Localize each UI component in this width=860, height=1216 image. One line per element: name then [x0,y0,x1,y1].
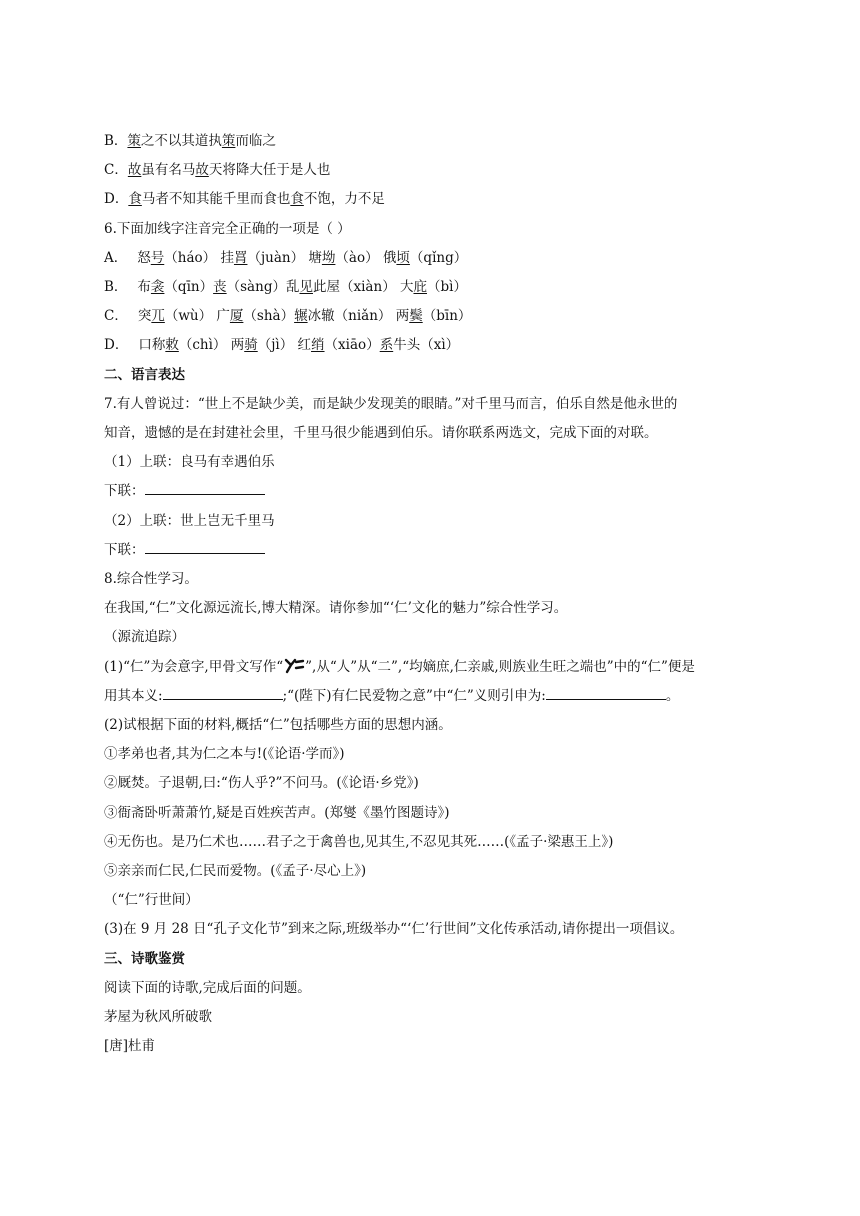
q6-stem: 6.下面加线字注音完全正确的一项是（ ） [104,220,351,237]
q5-option-c: C．故虽有名马故天将降大任于是人也 [104,162,331,179]
q6-option-b: B． 布衾（qīn）丧（sàng）乱见此屋（xiàn） 大庇（bì） [104,279,467,296]
section-2-title: 二、语言表达 [104,366,185,383]
q6-option-a: A． 怒号（háo） 挂罥（juàn） 塘坳（ào） 俄顷（qǐng） [104,249,468,266]
document-page [104,127,784,1062]
material-3: ③衙斋卧听萧萧竹,疑是百姓疾苦声。(郑燮《墨竹图题诗》) [104,804,450,821]
underlined-char: 见 [299,279,313,296]
couplet-1-answer-blank[interactable] [145,480,265,495]
q6-option-c: C． 突兀（wù） 广厦（shà）辗冰辙（niǎn） 两鬓（bīn） [104,308,472,325]
q7-line-1: 7.有人曾说过：“世上不是缺少美，而是缺少发现美的眼睛。”对千里马而言，伯乐自然是他永世的 [104,395,678,412]
q5-option-b: B．策之不以其道执策而临之 [104,133,276,149]
underlined-char: 绡 [311,337,325,354]
q6-option-b-text: 布衾（qīn）丧（sàng）乱见此屋（xiàn） 大庇（bì） [137,279,467,296]
underlined-char: 骑 [244,337,258,354]
q8-2: (2)试根据下面的材料,概括“仁”包括哪些方面的思想内涵。 [104,717,452,734]
q8-3: (3)在 9 月 28 日“孔子文化节”到来之际,班级举办“‘仁’行世间”文化传承活动,请你提出一项倡议。 [104,921,684,938]
underlined-char: 罥 [233,249,248,266]
underlined-char: 敕 [165,337,179,354]
material-5: ⑤亲亲而仁民,仁民而爱物。(《孟子·尽心上》) [104,863,367,880]
underlined-char: 庇 [413,279,427,296]
underlined-char: 丧 [213,279,227,296]
q8-1-blank-2[interactable] [546,685,666,700]
underlined-char: 坳 [321,249,336,266]
couplet-2-upper: （2）上联：世上岂无千里马 [104,512,275,529]
underlined-char: 衾 [150,279,165,296]
underlined-char: 顷 [396,249,410,266]
q8-1-line-2: 用其本义: ;“(陛下)有仁民爱物之意”中“仁”义则引申为: 。 [104,682,784,711]
underlined-char: 鬓 [409,308,423,325]
q8-1-line-1: (1)“仁”为会意字,甲骨文写作“ ”,从“人”从“二”,“均嫡庶,仁亲戚,则族业生旺之端也”中的“仁”便是 [104,653,784,682]
oracle-bone-ren-icon [283,656,305,674]
q8-title: 8.综合性学习。 [104,571,198,588]
material-4: ④无伤也。是乃仁术也……君子之于禽兽也,见其生,不忍见其死……(《孟子·梁惠王上》) [104,833,614,850]
section-3-intro: 阅读下面的诗歌,完成后面的问题。 [104,979,311,996]
q6-option-c-text: 突兀（wù） 广厦（shà）辗冰辙（niǎn） 两鬓（bīn） [137,308,472,325]
couplet-2-lower: 下联： [104,536,784,565]
source-heading: （源流追踪） [104,629,185,646]
couplet-1-upper: （1）上联：良马有幸遇伯乐 [104,454,275,471]
underlined-char: 号 [150,249,165,266]
poem-title: 茅屋为秋风所破歌 [104,1009,212,1026]
section-3-title: 三、诗歌鉴赏 [104,950,185,967]
q6-option-d: D． 口称敕（chì） 两骑（jì） 红绡（xiāo）系牛头（xì） [104,337,460,354]
underlined-char: 系 [379,337,394,354]
q7-line-2: 知音，遗憾的是在封建社会里，千里马很少能遇到伯乐。请你联系两选文，完成下面的对联。 [104,425,658,442]
q6-option-a-text: 怒号（háo） 挂罥（juàn） 塘坳（ào） 俄顷（qǐng） [137,249,468,266]
world-heading: （“仁”行世间） [104,892,199,909]
q8-intro: 在我国,“仁”文化源远流长,博大精深。请你参加“‘仁’文化的魅力”综合性学习。 [104,600,568,617]
material-1: ①孝弟也者,其为仁之本与!(《论语·学而》) [104,746,345,763]
underlined-char: 辗 [294,308,308,325]
q6-option-d-text: 口称敕（chì） 两骑（jì） 红绡（xiāo）系牛头（xì） [138,337,460,354]
material-2: ②厩焚。子退朝,曰:“伤人乎?”不问马。(《论语·乡党》) [104,775,419,792]
underlined-char: 兀 [151,308,165,325]
underlined-char: 厦 [229,308,244,325]
poem-author: [唐]杜甫 [104,1038,156,1055]
couplet-2-answer-blank[interactable] [145,539,265,554]
q5-option-d: D．食马者不知其能千里而食也食不饱，力不足 [104,191,385,208]
couplet-1-lower: 下联： [104,477,784,506]
q8-1-blank-1[interactable] [163,685,283,700]
